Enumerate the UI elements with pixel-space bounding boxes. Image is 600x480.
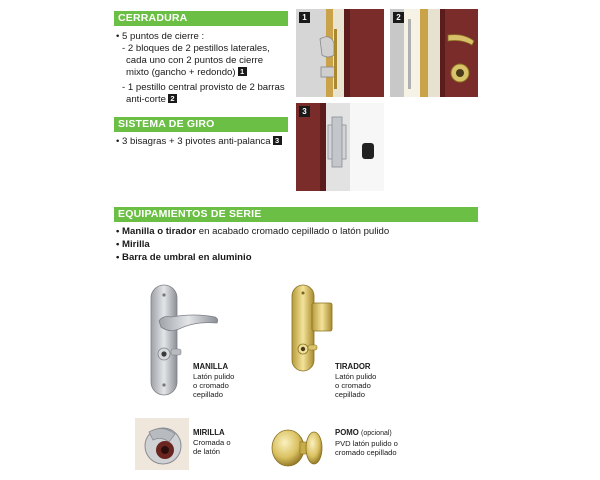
- sistema-giro-text: • 3 bisagras + 3 pivotes anti-palanca: [116, 136, 271, 147]
- equip-item-1-rest: en acabado cromado cepillado o latón pulido: [196, 226, 390, 237]
- photo-lock-hook: [296, 9, 384, 97]
- mirilla-peephole-image: [135, 418, 189, 470]
- pomo-title-row: [335, 428, 398, 438]
- cerradura-line-4: [126, 67, 247, 79]
- equip-item-1-bold: • Manilla o tirador: [116, 226, 197, 237]
- sistema-giro-header: SISTEMA DE GIRO: [114, 117, 288, 132]
- manilla-line-1: Latón pulido: [193, 372, 235, 381]
- cerradura-header: CERRADURA: [114, 11, 288, 26]
- cerradura-line-4-text: mixto (gancho + redondo): [126, 67, 236, 78]
- pomo-label: [335, 428, 398, 457]
- mirilla-label: [193, 428, 231, 456]
- manilla-line-2: o cromado: [193, 381, 229, 390]
- tirador-title: TIRADOR: [335, 362, 371, 371]
- cerradura-line-6: [126, 94, 177, 106]
- pomo-line-1: PVD latón pulido o: [335, 439, 398, 448]
- photo-anticut-bars: [390, 9, 478, 97]
- photo-badge-1: 1: [299, 12, 310, 23]
- equipamientos-header: EQUIPAMIENTOS DE SERIE: [114, 207, 478, 222]
- sistema-giro-line: [116, 136, 282, 148]
- equip-item-1: [116, 226, 389, 238]
- photo-badge-2: 2: [393, 12, 404, 23]
- cerradura-line-3: cada uno con 2 puntos de cierre: [126, 55, 264, 66]
- cerradura-line-6-text: anti-corte: [126, 94, 166, 105]
- tirador-line-3: cepillado: [335, 390, 365, 399]
- mirilla-line-1: Cromada o: [193, 438, 231, 447]
- pomo-title: POMO: [335, 428, 359, 437]
- tirador-line-1: Latón pulido: [335, 372, 377, 381]
- mirilla-line-2: de latón: [193, 447, 221, 456]
- photo-badge-3: 3: [299, 106, 310, 117]
- cerradura-line-2: - 2 bloques de 2 pestillos laterales,: [122, 43, 270, 54]
- photo-hinges: [296, 103, 384, 191]
- pomo-line-2: cromado cepillado: [335, 448, 397, 457]
- manilla-line-3: cepillado: [193, 390, 223, 399]
- cerradura-line-5: - 1 pestillo central provisto de 2 barras: [122, 82, 285, 93]
- ref-badge-3: 3: [273, 136, 282, 145]
- manilla-title: MANILLA: [193, 362, 229, 371]
- pomo-knob-image: [268, 424, 328, 470]
- pomo-optional: (opcional): [361, 430, 392, 437]
- tirador-label: [335, 362, 376, 399]
- equip-item-3: • Barra de umbral en aluminio: [116, 252, 252, 263]
- equip-item-2: • Mirilla: [116, 239, 150, 250]
- tirador-line-2: o cromado: [335, 381, 371, 390]
- manilla-label: [193, 362, 234, 399]
- ref-badge-2: 2: [168, 94, 177, 103]
- tirador-pull-image: [286, 283, 346, 373]
- ref-badge-1: 1: [238, 67, 247, 76]
- cerradura-line-1: • 5 puntos de cierre :: [116, 31, 205, 42]
- mirilla-title: MIRILLA: [193, 428, 225, 437]
